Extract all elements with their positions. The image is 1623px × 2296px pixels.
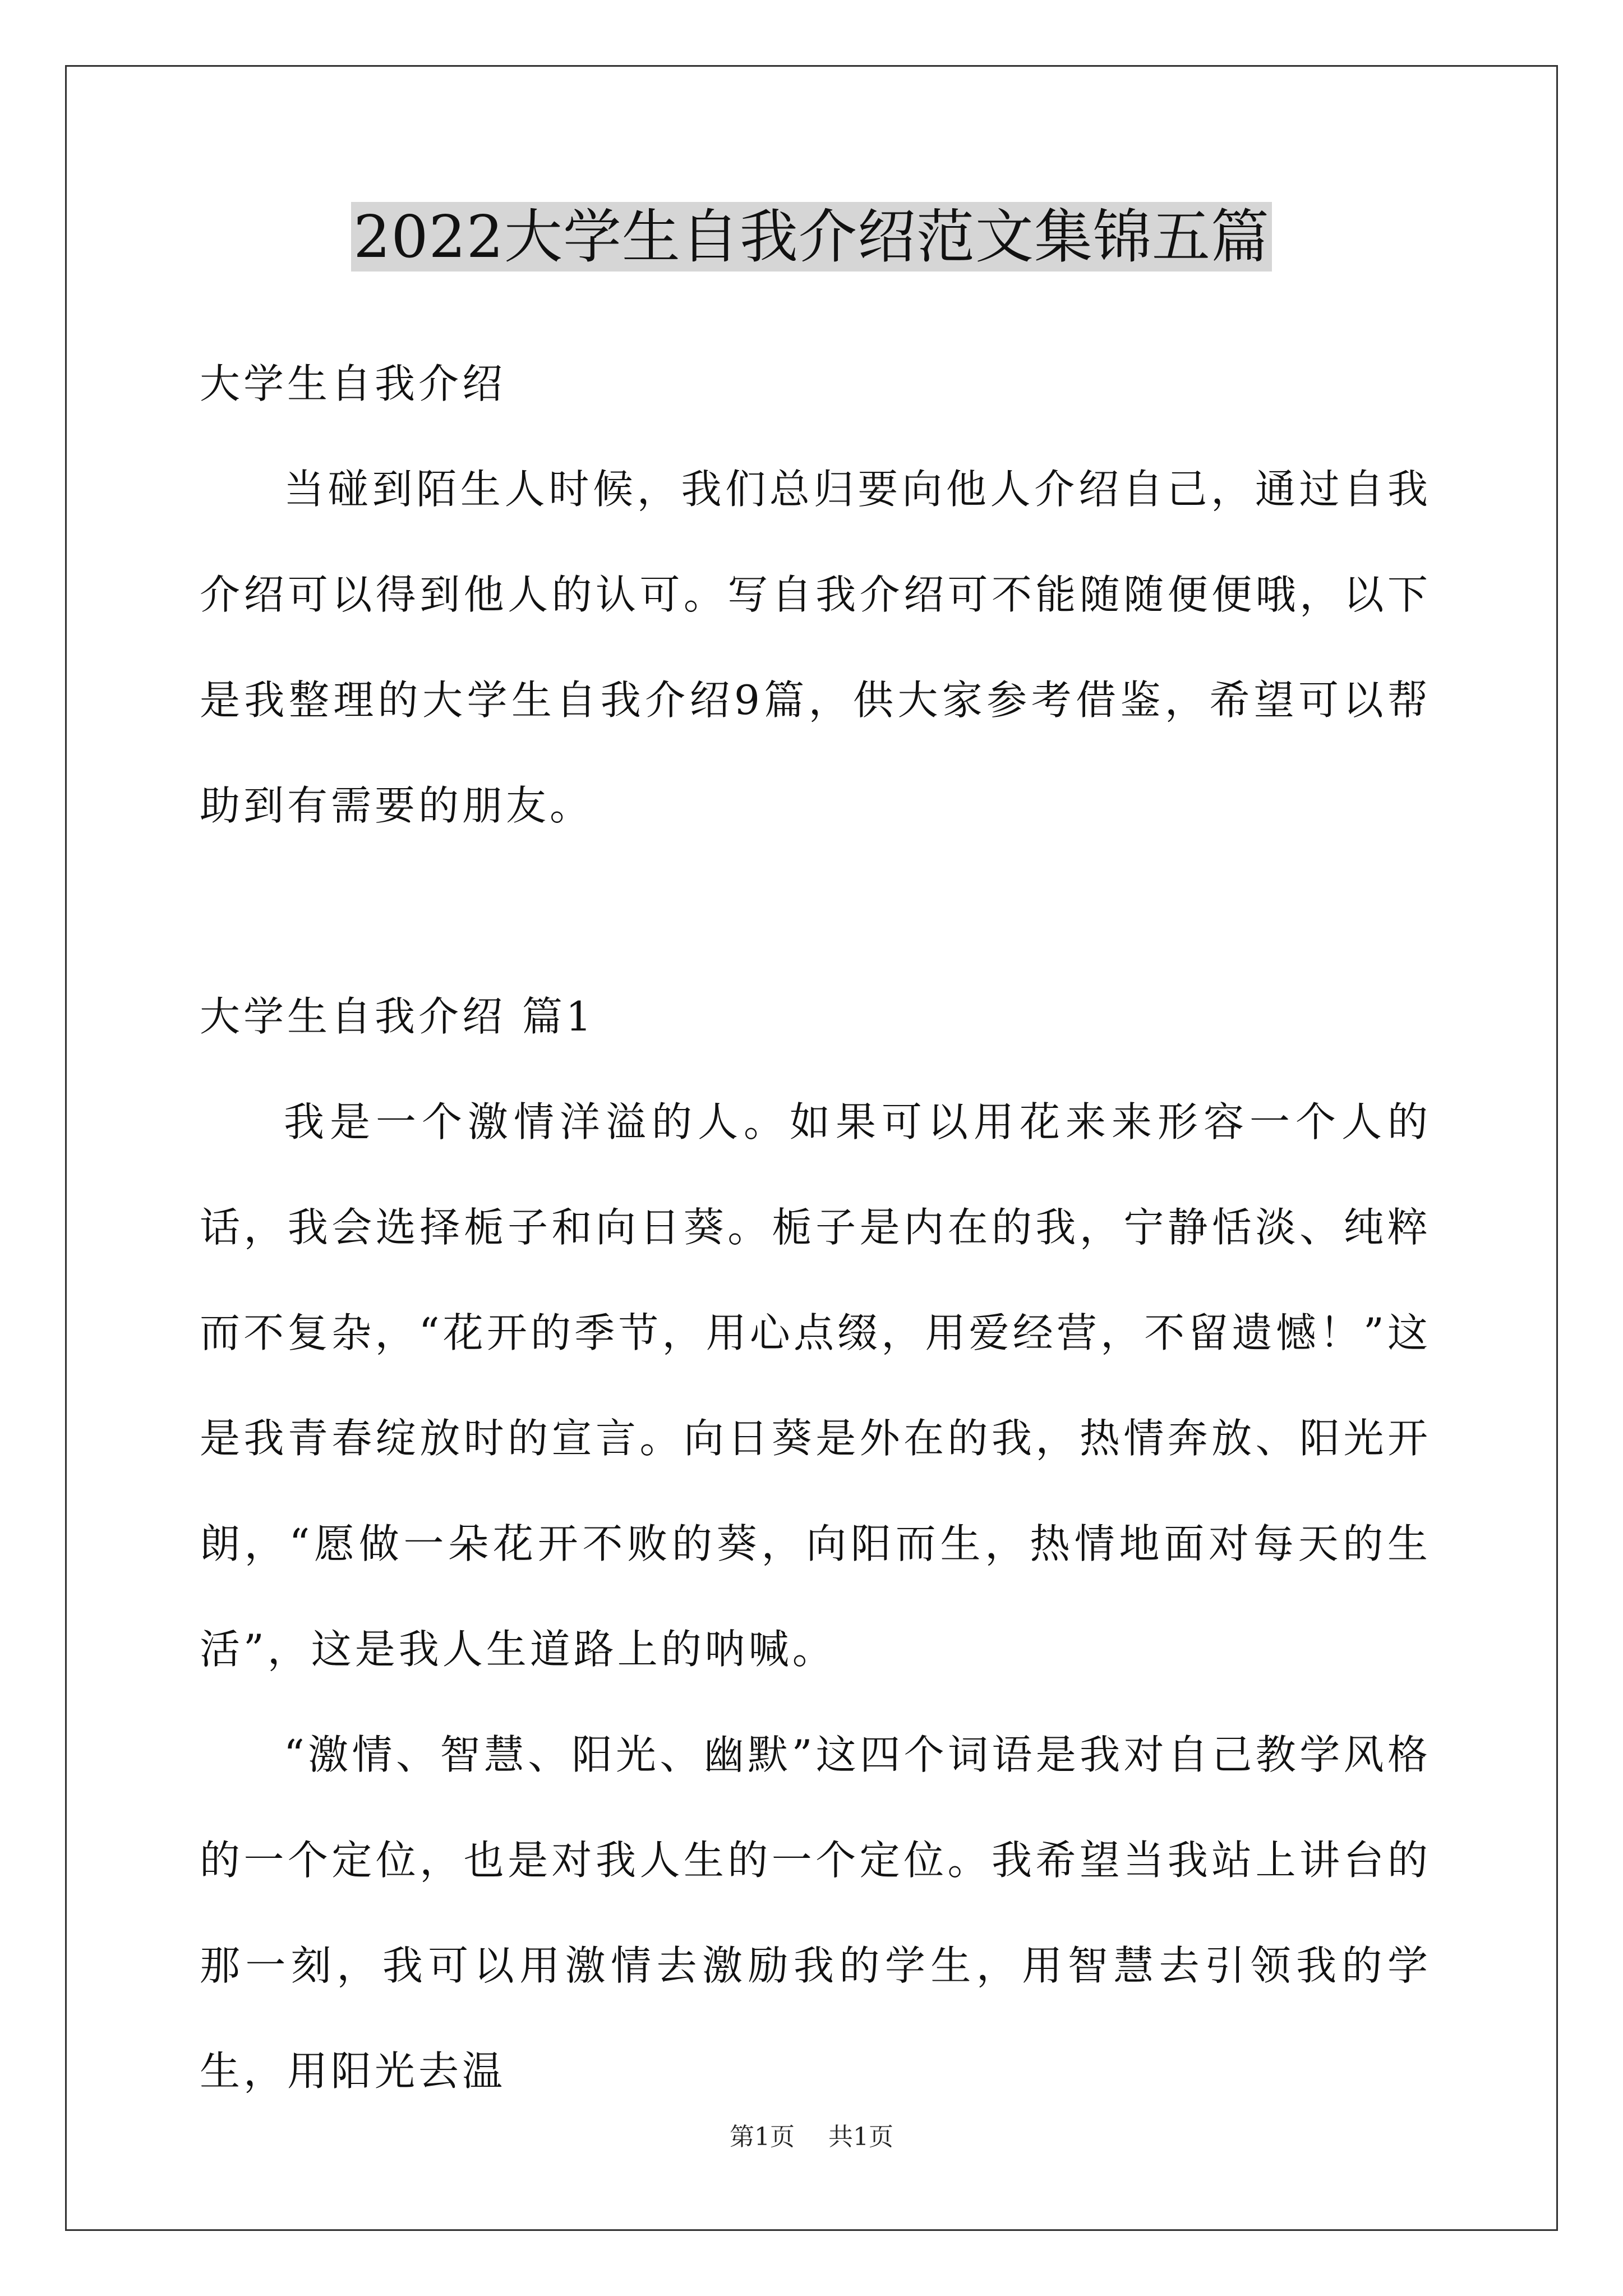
page-number-current: 第1页 (730, 2123, 795, 2151)
body-paragraph-1: 我是一个激情洋溢的人。如果可以用花来来形容一个人的话，我会选择栀子和向日葵。栀子是内在的我，宁静恬淡、纯粹而不复杂，“花开的季节，用心点缀，用爱经营，不留遗憾！”这是我青春绽放时的宣言。向日葵是外在的我，热情奔放、阳光开朗，“愿做一朵花开不败的葵，向阳而生，热情地面对每天的生活”，这是我人生道路上的呐喊。 (200, 1098, 1431, 1673)
document-body (200, 331, 1431, 2124)
paragraph-spacer (200, 858, 1431, 964)
title-container (0, 202, 1623, 272)
page-number-total: 共1页 (828, 2123, 893, 2151)
document-title: 2022大学生自我介绍范文集锦五篇 (351, 202, 1272, 272)
intro-paragraph: 当碰到陌生人时候，我们总归要向他人介绍自己，通过自我介绍可以得到他人的认可。写自我介绍可不能随随便便哦，以下是我整理的大学生自我介绍9篇，供大家参考借鉴，希望可以帮助到有需要的朋友。 (200, 466, 1431, 829)
page-footer (0, 2120, 1623, 2154)
body-paragraph-2: “激情、智慧、阳光、幽默”这四个词语是我对自己教学风格的一个定位，也是对我人生的一个定位。我希望当我站上讲台的那一刻，我可以用激情去激励我的学生，用智慧去引领我的学生，用阳光去温 (200, 1731, 1431, 2095)
section-heading: 大学生自我介绍 (200, 360, 506, 407)
article-heading: 大学生自我介绍 篇1 (200, 993, 595, 1040)
